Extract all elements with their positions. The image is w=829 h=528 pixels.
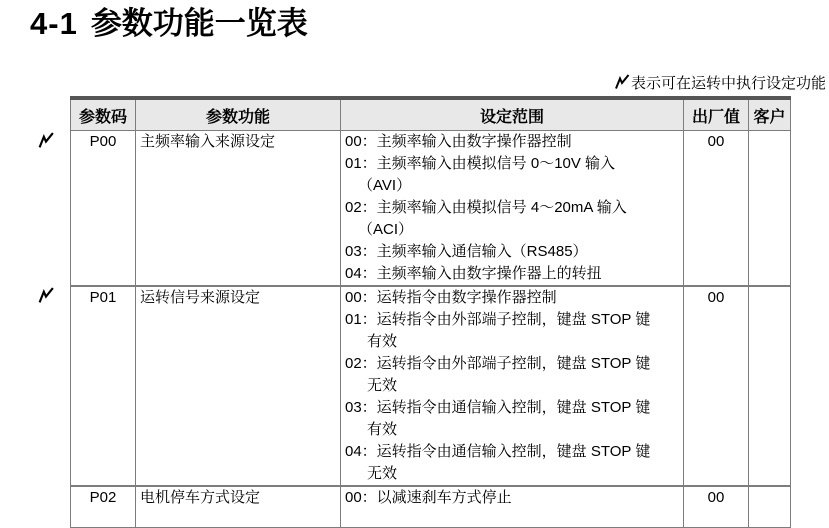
setting-range-line: 03：主频率输入通信输入（RS485） [345,243,588,260]
col-header-customer: 客户 [749,98,791,131]
header-row [71,98,791,131]
setting-range-line: 01：主频率输入由模拟信号 0～10V 输入 [345,155,616,172]
param-code-cell: P02 [71,486,136,528]
setting-range-line: 04：主频率输入由数字操作器上的转扭 [345,265,602,282]
col-header-param-code: 参数码 [71,98,136,131]
param-code-cell: P00 [71,131,136,287]
run-adjustable-icon [615,74,630,90]
col-header-factory-value: 出厂值 [684,98,749,131]
run-adjustable-icon [38,132,55,149]
setting-range-line: 04：运转指令由通信输入控制，键盘 STOP 键 [345,443,651,460]
setting-range-cell [341,486,684,528]
setting-range-line: 00：以减速刹车方式停止 [345,489,512,506]
run-adjustable-icon [38,287,55,304]
factory-value-cell: 00 [684,286,749,486]
param-function-cell: 运转信号来源设定 [136,286,341,486]
setting-range-line: 01：运转指令由外部端子控制，键盘 STOP 键 [345,311,651,328]
table-row [71,286,791,486]
col-header-param-function: 参数功能 [136,98,341,131]
param-function-cell: 主频率输入来源设定 [136,131,341,287]
setting-range-line: 有效 [367,333,398,350]
param-code-cell: P01 [71,286,136,486]
table-row [71,486,791,528]
setting-range-line: 02：运转指令由外部端子控制，键盘 STOP 键 [345,355,651,372]
setting-range-line: 有效 [367,421,398,438]
factory-value-cell: 00 [684,131,749,287]
setting-range-cell [341,286,684,486]
customer-cell [749,286,791,486]
section-number: 4-1 [30,6,78,41]
setting-range-line: 00：主频率输入由数字操作器控制 [345,133,572,150]
table-row [71,131,791,287]
customer-cell [749,131,791,287]
setting-range-line: （ACI） [358,221,414,238]
col-header-setting-range: 设定范围 [341,98,684,131]
param-function-cell: 电机停车方式设定 [136,486,341,528]
run-note [615,71,826,93]
setting-range-line: 00：运转指令由数字操作器控制 [345,289,557,306]
run-note-text: 表示可在运转中执行设定功能 [630,74,826,92]
setting-range-line: 03：运转指令由通信输入控制，键盘 STOP 键 [345,399,651,416]
factory-value-cell: 00 [684,486,749,528]
parameter-table [70,96,791,528]
section-title: 参数功能一览表 [90,6,308,41]
setting-range-line: 02：主频率输入由模拟信号 4～20mA 输入 [345,199,627,216]
setting-range-line: 无效 [367,377,398,394]
setting-range-cell [341,131,684,287]
customer-cell [749,486,791,528]
page-title [30,4,308,44]
setting-range-line: 无效 [367,465,398,482]
setting-range-line: （AVI） [358,177,412,194]
